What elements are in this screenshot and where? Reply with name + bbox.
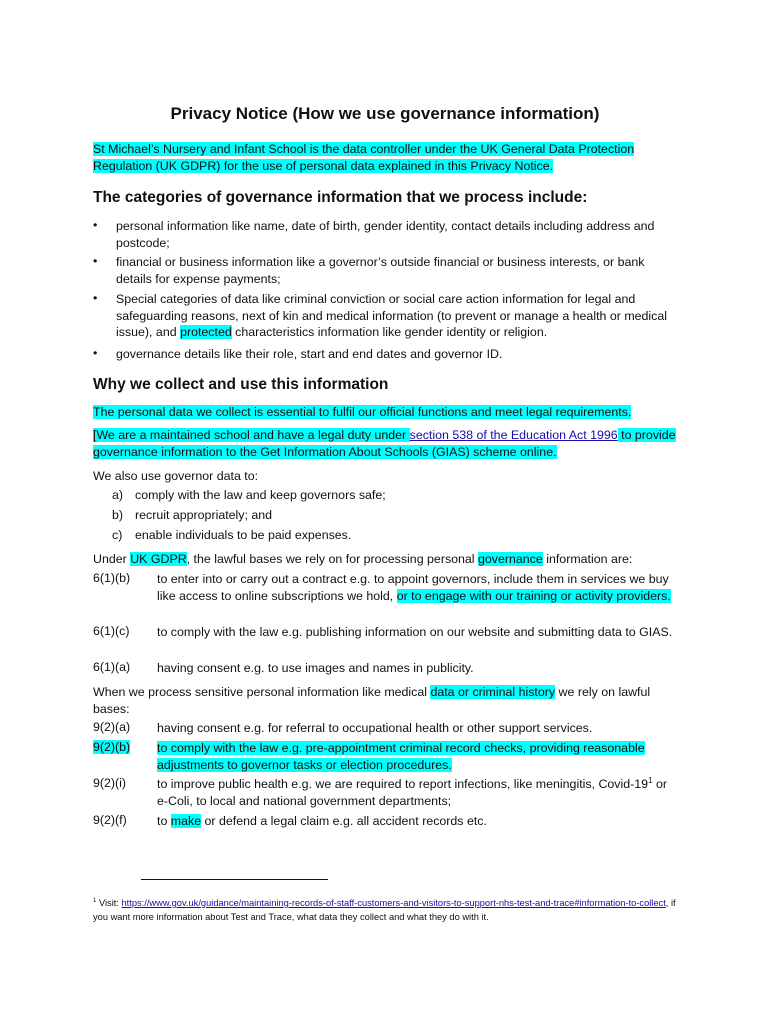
highlight-protected: protected (180, 325, 232, 339)
list-item-text: comply with the law and keep governors safe; (135, 488, 386, 502)
list-item-text: recruit appropriately; and (135, 508, 273, 522)
list-item-text: enable individuals to be paid expenses. (135, 528, 352, 542)
list-item-text: financial or business information like a governor’s outside financial or business interests, or bank details for expense payments; (116, 255, 645, 286)
basis-text (157, 740, 677, 773)
basis-text (157, 813, 677, 830)
categories-heading: The categories of governance information that we process include: (93, 189, 588, 206)
bullet-icon: • (93, 291, 98, 305)
list-item-text (116, 291, 681, 341)
highlight-uk-gdpr: UK GDPR (130, 552, 187, 566)
basis-code: 9(2)(b) (93, 740, 131, 754)
text-part: or e-Coli, to local and national government departments; (157, 777, 668, 808)
intro-paragraph (93, 141, 678, 174)
basis-text: to comply with the law e.g. publishing information on our website and submitting data to GIAS. (157, 625, 673, 639)
basis-code: 6(1)(a) (93, 660, 131, 674)
text-part: to enter into or carry out a contract e.g. to appoint governors, include them in services we buy like access to online subscriptions we hold, (157, 572, 669, 603)
text-part: to comply with the law e.g. pre-appointment criminal record checks, providing reasonable adjustments to governor tasks or election procedures. (157, 741, 645, 772)
gov-uk-link[interactable]: https://www.gov.uk/guidance/maintaining-records-of-staff-customers-and-visitors-to-support-nhs-test-and-trace#information-to-collect (121, 898, 666, 908)
text-part: or defend a legal claim e.g. all accident records etc. (201, 814, 487, 828)
also-use-text: We also use governor data to: (93, 469, 259, 483)
text-part: information are: (542, 552, 633, 566)
list-marker: c) (112, 528, 123, 542)
text-part: Under (93, 552, 131, 566)
highlight-governance: governance (478, 552, 543, 566)
basis-code: 9(2)(f) (93, 813, 127, 827)
list-marker: a) (112, 488, 124, 502)
footnote-number: 1 (93, 897, 97, 904)
why-p1-text: The personal data we collect is essential to fulfil our official functions and meet legal requirements. (93, 405, 632, 419)
highlight-make: make (170, 814, 202, 828)
basis-text (157, 571, 677, 604)
footnote-separator (141, 879, 328, 880)
why-paragraph-1 (93, 404, 678, 421)
why-heading: Why we collect and use this information (93, 376, 389, 393)
text-part: to improve public health e.g. we are required to report infections, like meningitis, Covid-19 (157, 777, 649, 791)
lawful-bases-intro (93, 551, 678, 568)
why-paragraph-2 (93, 427, 678, 460)
list-item-text-part: characteristics information like gender identity or religion. (231, 325, 548, 339)
basis-text: having consent e.g. to use images and names in publicity. (157, 661, 474, 675)
bullet-icon: • (93, 218, 98, 232)
sensitive-intro (93, 684, 678, 717)
text-part: , if you want more information about Test and Trace, what data they collect and what they do with it. (93, 898, 676, 922)
education-act-link[interactable]: section 538 of the Education Act 1996 (409, 428, 618, 442)
basis-code: 6(1)(b) (93, 571, 131, 585)
bullet-icon: • (93, 254, 98, 268)
highlight-training: or to engage with our training or activity providers. (396, 588, 671, 603)
footnote (93, 896, 678, 924)
basis-code: 6(1)(c) (93, 624, 130, 638)
basis-text (157, 776, 677, 809)
bullet-icon: • (93, 346, 98, 360)
list-item-text: personal information like name, date of birth, gender identity, contact details including address and postcode; (116, 219, 655, 250)
text-part: Visit: (96, 898, 122, 908)
highlight-criminal-history: data or criminal history (430, 685, 556, 699)
why-p2-text: to provide governance information to the Get Information About Schools (GIAS) scheme online. (93, 428, 676, 459)
why-p2-text: [We are a maintained school and have a legal duty under (93, 428, 410, 442)
list-item-text: governance details like their role, start and end dates and governor ID. (116, 347, 503, 361)
list-item-text-part: Special categories of data like criminal conviction or social care action information for legal and safeguarding reasons, next of kin and medical information (to prevent or manage a health or medical issue), and (116, 292, 668, 339)
text-part: When we process sensitive personal information like medical (93, 685, 431, 699)
page-title: Privacy Notice (How we use governance information) (170, 104, 600, 123)
basis-code: 9(2)(a) (93, 720, 131, 734)
basis-code: 9(2)(i) (93, 776, 127, 790)
text-part: , the lawful bases we rely on for processing personal (186, 552, 479, 566)
intro-text: St Michael’s Nursery and Infant School is the data controller under the UK General Data Protection Regulation (UK GDPR) for the use of personal data explained in this Privacy Notice. (93, 142, 635, 173)
list-marker: b) (112, 508, 124, 522)
text-part: we rely on lawful bases: (93, 685, 651, 716)
text-part: to (157, 814, 171, 828)
basis-text: having consent e.g. for referral to occupational health or other support services. (157, 721, 593, 735)
footnote-ref[interactable]: 1 (648, 775, 653, 785)
